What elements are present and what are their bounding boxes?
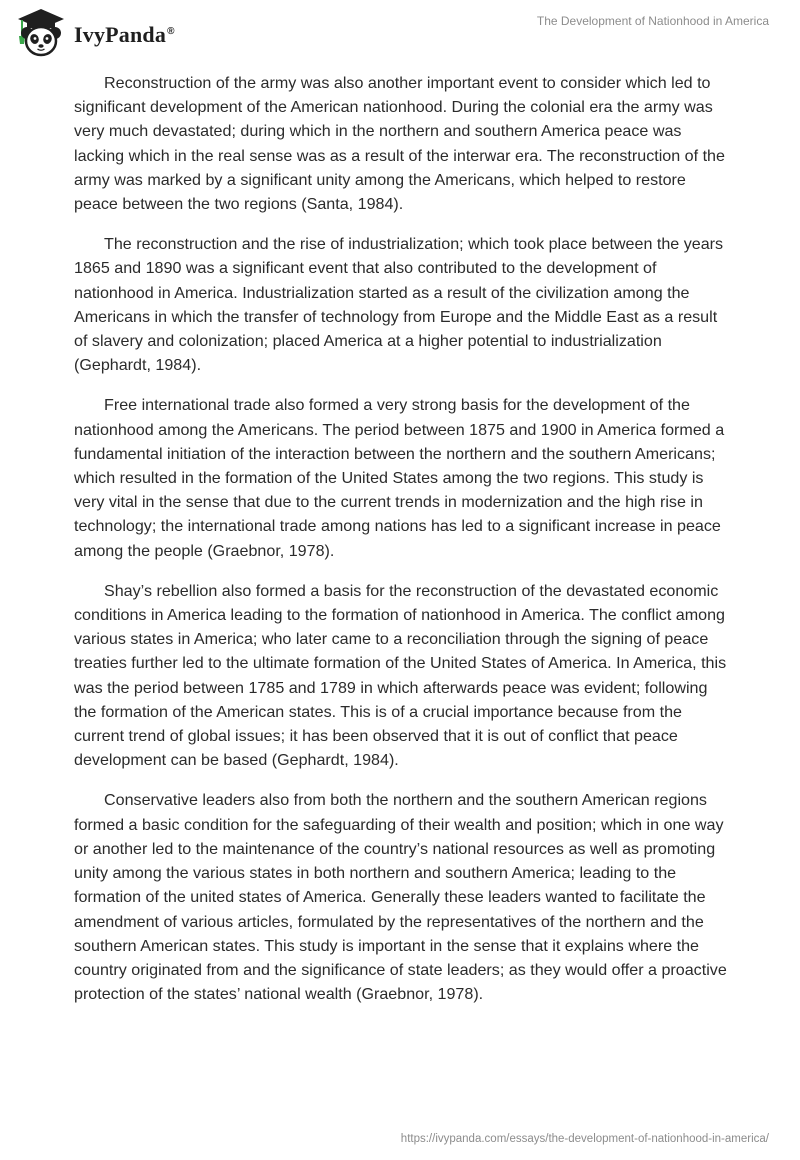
paragraph: Reconstruction of the army was also another important event to consider which led to significant development of the American nationhood. During the colonial era the army was very much devastated; during which in the northern and southern America peace was lacking which in the real sense was as a result of the interwar era. The reconstruction of the army was marked by a significant unity among the Americans, which helped to restore peace between the two regions (Santa, 1984). xyxy=(74,74,725,214)
registered-mark: ® xyxy=(167,25,175,37)
paragraph: Free international trade also formed a very strong basis for the development of the nationhood among the Americans. The period between 1875 and 1900 in America formed a fundamental initiation of the interaction between the northern and the southern Americans; which resulted in the formation of the United States among the two regions. This study is very vital in the sense that due to the current trends in modernization and the high rise in technology; the international trade among nations has led to a significant increase in peace among the people (Graebnor, 1978). xyxy=(74,396,725,560)
essay-body xyxy=(74,71,734,1022)
document-title: The Development of Nationhood in America xyxy=(536,14,769,28)
source-url[interactable]: https://ivypanda.com/essays/the-development-of-nationhood-in-america/ xyxy=(400,1133,769,1145)
panda-graduation-cap-icon xyxy=(14,8,68,58)
paragraph: Shay’s rebellion also formed a basis for the reconstruction of the devastated economic conditions in America leading to the formation of nationhood in America. The conflict among various states in America; who later came to a reconciliation through the signing of peace treaties further led to the ultimate formation of the United States of America. In America, this was the period between 1785 and 1789 in which afterwards peace was evident; following the formation of the American states. This is of a crucial importance because from the current trend of global issues; it has been observed that it is out of conflict that peace development can be based (Gephardt, 1984). xyxy=(74,581,727,770)
paragraph: Conservative leaders also from both the northern and the southern American regions formed a basic condition for the safeguarding of their wealth and position; which in one way or another led to the maintenance of the country’s national resources as well as promoting unity among the various states in both northern and southern America; leading to the formation of the united states of America. Generally these leaders wanted to facilitate the amendment of various articles, formulated by the representatives of the northern and the southern American states. This study is important in the sense that it explains where the country originated from and the significance of state leaders; as they would offer a proactive protection of the states’ national wealth (Graebnor, 1978). xyxy=(74,791,727,1004)
ivypanda-logo[interactable] xyxy=(14,8,175,58)
brand-name: IvyPanda® xyxy=(74,22,175,47)
paragraph: The reconstruction and the rise of industrialization; which took place between the years 1865 and 1890 was a significant event that also contributed to the development of nationhood in America. Industrialization started as a result of the civilization among the Americans in which the transfer of technology from Europe and the Middle East as a result of slavery and colonization; placed America at a higher potential to industrialization (Gephardt, 1984). xyxy=(74,235,724,375)
page-header xyxy=(0,0,800,60)
